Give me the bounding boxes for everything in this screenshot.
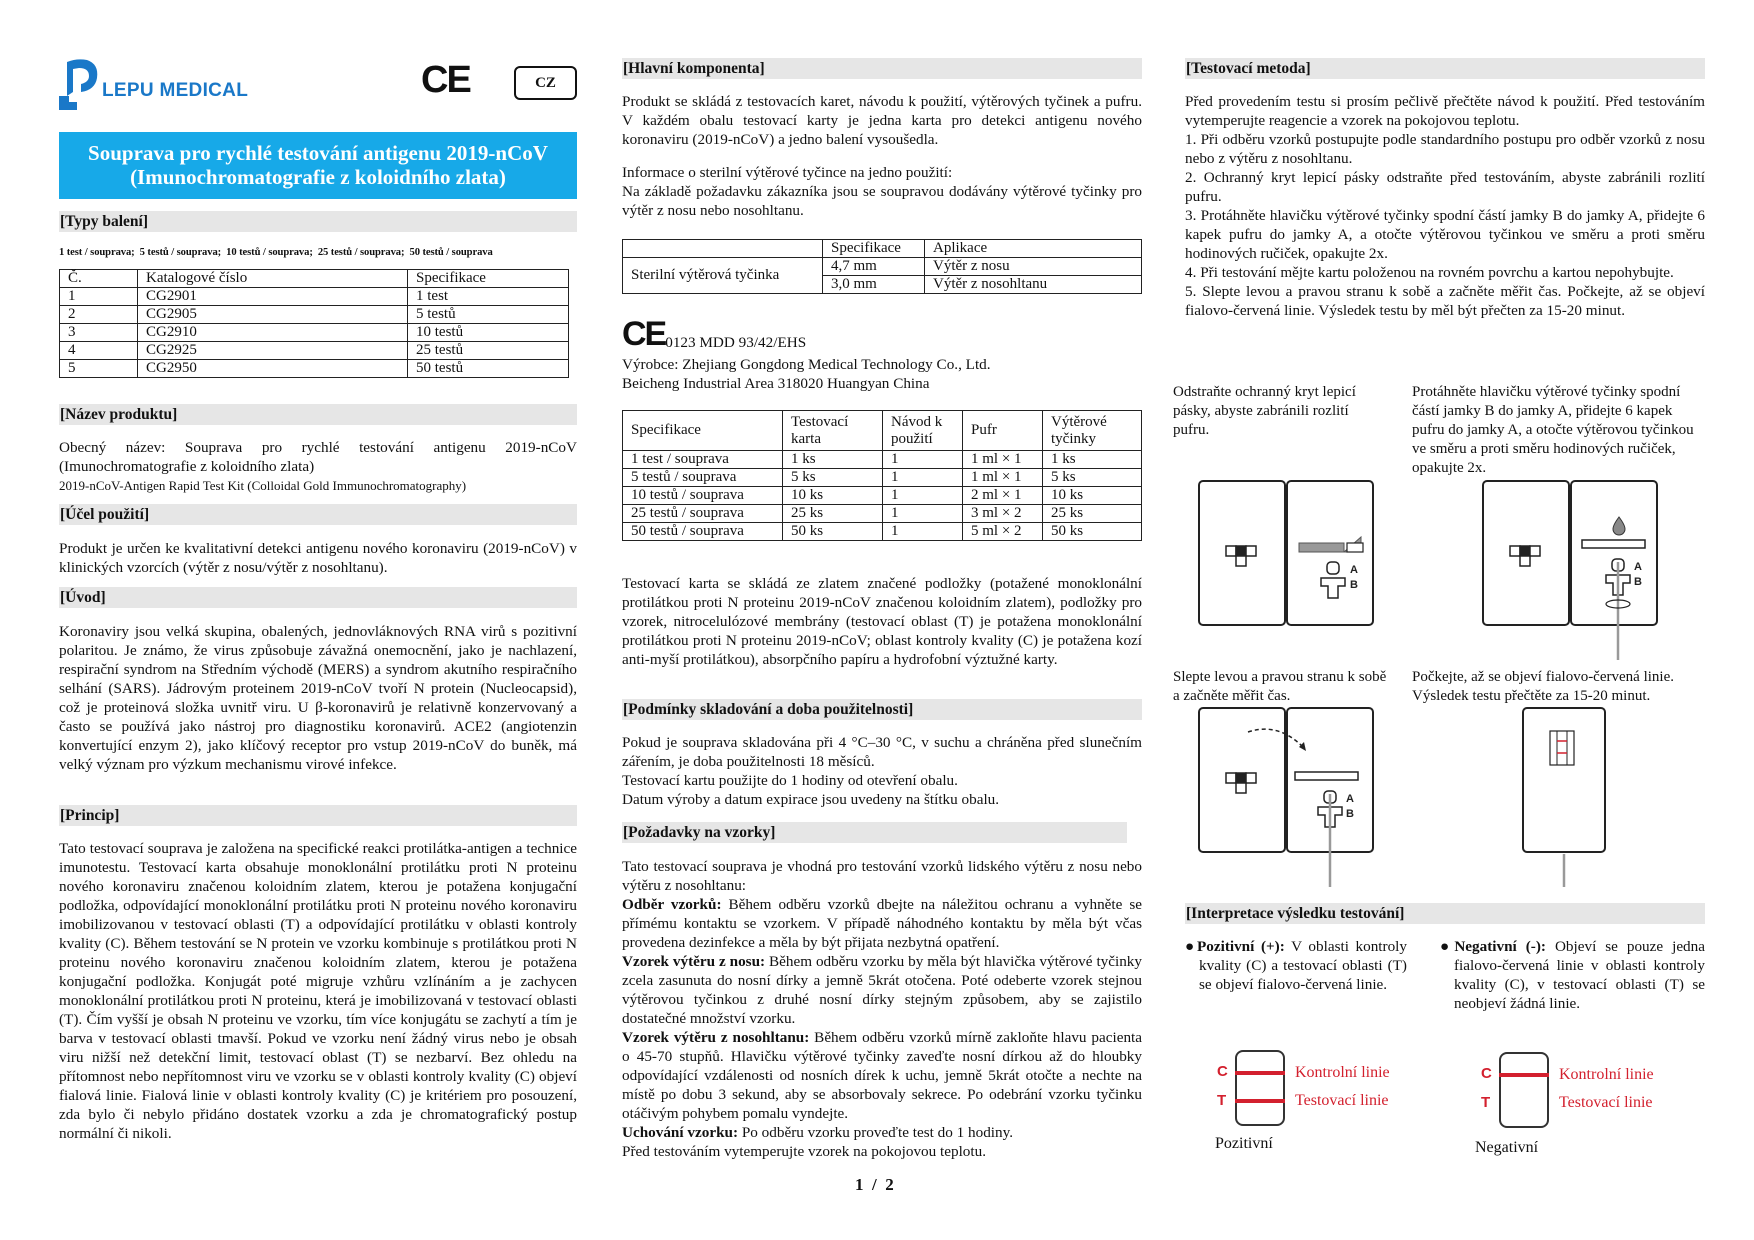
storage-line-2: Testovací kartu použijte do 1 hodiny od otevření obalu.: [622, 772, 958, 789]
table-cell: 10 ks: [1043, 487, 1142, 505]
table-row: [60, 288, 569, 306]
manufacturer-address: Beicheng Industrial Area 318020 Huangyan China: [622, 375, 930, 392]
specimen-item-label: Vzorek výtěru z nosohltanu:: [622, 1029, 810, 1046]
table-header-row: [623, 240, 1142, 258]
section-heading-product-name: [Název produktu]: [59, 404, 577, 425]
table-cell: 1 test / souprava: [623, 451, 783, 469]
table-cell: 1: [883, 469, 963, 487]
table-cell: 5 testů: [408, 306, 569, 324]
table-row: [623, 451, 1142, 469]
table-cell: 1 ks: [1043, 451, 1142, 469]
table-header: Specifikace: [823, 240, 925, 258]
negative-caption: Negativní: [1475, 1139, 1539, 1156]
bullet-icon: ●: [1440, 938, 1455, 955]
specimen-item-label: Odběr vzorků:: [622, 896, 722, 913]
table-row: [623, 523, 1142, 541]
t-letter: T: [1481, 1094, 1491, 1111]
svg-text:A: A: [1346, 793, 1354, 805]
test-strip: [1499, 1052, 1549, 1128]
table-cell: 1: [60, 288, 138, 306]
c-letter: C: [1217, 1063, 1228, 1080]
test-step: 2. Ochranný kryt lepicí pásky odstraňte před testováním, abyste zabránili rozlití pufru.: [1185, 169, 1705, 205]
table-cell: 10 testů: [408, 324, 569, 342]
figure-3-caption: Slepte levou a pravou stranu k sobě a začněte měřit čas.: [1173, 669, 1387, 704]
table-cell: 1: [883, 451, 963, 469]
table-cell: 1 test: [408, 288, 569, 306]
table-cell: 25 testů: [408, 342, 569, 360]
table-cell: 25 testů / souprava: [623, 505, 783, 523]
negative-label: Negativní (-):: [1454, 938, 1546, 955]
table-row: [60, 306, 569, 324]
test-strip: [1235, 1050, 1285, 1126]
title-banner: [59, 132, 577, 199]
table-cell: 4,7 mm: [823, 258, 925, 276]
test-method-intro: Před provedením testu si prosím pečlivě přečtěte návod k použití. Před testováním vytemperujte reagencie a vzorek na pokojovou teplotu.: [1185, 93, 1705, 129]
specimen-outro: Před testováním vytemperujte vzorek na pokojovou teplotu.: [622, 1143, 986, 1160]
test-line-label: Testovací linie: [1559, 1094, 1653, 1111]
svg-text:B: B: [1346, 808, 1354, 820]
specimen-item-text: Během odběru vzorků dbejte na náležitou ochranu a vyhněte se přímému kontaktu se vzorkem. V případě náhodného kontaktu by měla být včas provedena dezinfekce a měla by být přijata nezbytná opatření.: [622, 896, 1142, 951]
figure-4-test-card: [1522, 707, 1612, 892]
table-cell: 1 ks: [783, 451, 883, 469]
svg-text:B: B: [1634, 576, 1642, 588]
table-cell: 50 testů: [408, 360, 569, 378]
table-header: Specifikace: [623, 411, 783, 451]
table-cell: 50 ks: [783, 523, 883, 541]
table-cell: 2 ml × 1: [963, 487, 1043, 505]
svg-text:A: A: [1350, 564, 1358, 576]
table-header-row: [623, 411, 1142, 451]
table-row: [623, 487, 1142, 505]
control-line-label: Kontrolní linie: [1559, 1066, 1654, 1083]
table-cell: Výtěr z nosohltanu: [925, 276, 1142, 294]
introduction-text: Koronaviry jsou velká skupina, obalených, jednovláknových RNA virů s pozitivní polaritou. Je známo, že virus způsobuje závažná onemocnění, jako je nachlazení, respirační syndrom na Středním východě (MERS) a syndrom akutního respiračního selhání (SARS). Jádrovým proteinem 2019-nCoV tvoří N protein (Nucleocapsid), což je proteinová složka uvnitř viru. U β-koronavirů je relativně konzervovaný a často se používá jako nástroj pro diagnostiku koronavirů. ACE2 (angiotenzin konvertující enzym 2), jako klíčový receptor pro vstup 2019-nCoV do buněk, má velký význam pro výzkum mechanismu virové infekce.: [59, 623, 577, 773]
card-description: Testovací karta se skládá ze zlatem značené podložky (potažené monoklonální protilátkou proti N proteinu 2019-nCoV značenou koloidním zlatem), podložky pro vzorek, nitrocelulózové membrány (testovací oblast (T) je potažena monoklonální protilátkou proti N proteinu 2019-nCoV; oblast kontroly kvality (C) je potažena kozí anti-myší protilátkou), absorpčního papíru a hydrofobní výztužné karty.: [622, 575, 1142, 668]
specimen-item-label: Vzorek výtěru z nosu:: [622, 953, 766, 970]
section-heading-introduction: [Úvod]: [59, 587, 577, 608]
table-header: Výtěrové tyčinky: [1043, 411, 1142, 451]
positive-caption: Pozitivní: [1215, 1135, 1273, 1152]
specimen-item-text: Během odběru vzorku by měla být hlavička výtěrové tyčinky zcela zasunuta do nosní dírky a jemně 5krát otočena. Poté odeberte vzorek stejnou výtěrovou tyčinkou z druhé nosní dírky stejným způsobem, aby se zajistilo dostatečné množství vzorku.: [622, 953, 1142, 1027]
table-header: Č.: [60, 270, 138, 288]
figure-3-test-card: [1198, 707, 1378, 892]
table-header: Specifikace: [408, 270, 569, 288]
table-cell: 50 testů / souprava: [623, 523, 783, 541]
control-line-mark: [1499, 1073, 1549, 1077]
table-header: Aplikace: [925, 240, 1142, 258]
table-header-row: [60, 270, 569, 288]
section-heading-principle: [Princip]: [59, 805, 577, 826]
table-row: [60, 342, 569, 360]
specimen-item-text: Po odběru vzorku proveďte test do 1 hodiny.: [738, 1124, 1014, 1141]
manufacturer: Výrobce: Zhejiang Gongdong Medical Technology Co., Ltd.: [622, 356, 991, 373]
table-header: Katalogové číslo: [138, 270, 408, 288]
table-cell: CG2910: [138, 324, 408, 342]
ce-certification: [622, 316, 806, 352]
table-header: Testovací karta: [783, 411, 883, 451]
test-step: 3. Protáhněte hlavičku výtěrové tyčinky spodní částí jamky B do jamky A, přidejte 6 kapek pufru do jamky A, a otočte výtěrovou tyčinkou ve směru a proti směru hodinových ručiček, opakujte 2x.: [1185, 207, 1705, 262]
table-cell: 25 ks: [783, 505, 883, 523]
section-heading-interpretation: [Interpretace výsledku testování]: [1185, 903, 1705, 924]
table-cell: 25 ks: [1043, 505, 1142, 523]
table-cell: 1: [883, 523, 963, 541]
table-row: [623, 258, 1142, 276]
figure-2-caption: Protáhněte hlavičku výtěrové tyčinky spodní částí jamky B do jamky A, přidejte 6 kapek pufru do jamky A, a otočte výtěrovou tyčinkou ve směru a proti směru hodinových ručiček, opakujte 2x.: [1412, 384, 1694, 476]
buffer-drop-swab-icon: [1482, 480, 1662, 665]
figure-1-caption: Odstraňte ochranný kryt lepicí pásky, abyste zabránili rozlití pufru.: [1173, 384, 1356, 438]
table-cell: 4: [60, 342, 138, 360]
table-cell: 1 ml × 1: [963, 451, 1043, 469]
t-letter: T: [1217, 1092, 1227, 1109]
specimen-item-text: Během odběru vzorků mírně zakloňte hlavu pacienta o 45-70 stupňů. Hlavičku výtěrové tyčinky zaveďte nosní dírkou až do hloubky odpovídající vzdálenosti od nosních dírek k uchu, jemně 5krát otočte a nechte na místě po dobu 3 sekund, aby se absorbovaly sekrece. Po odebrání vzorku tyčinku otáčivým pohybem pomalu vyndejte.: [622, 1029, 1142, 1122]
test-step: 4. Při testování mějte kartu položenou na rovném povrchu a kartou nepohybujte.: [1185, 264, 1674, 281]
swab-info-text: Na základě požadavku zákazníka jsou se soupravou dodávány výtěrové tyčinky pro výtěr z nosu nebo nosohltanu.: [622, 183, 1142, 219]
table-row: [623, 469, 1142, 487]
test-line-mark: [1235, 1099, 1285, 1103]
title-line-2: (Imunochromatografie z koloidního zlata): [130, 165, 506, 189]
section-heading-packaging: [Typy balení]: [59, 211, 577, 232]
svg-text:B: B: [1350, 579, 1358, 591]
table-row: [60, 360, 569, 378]
storage-line-3: Datum výroby a datum expirace jsou uvedeny na štítku obalu.: [622, 791, 1000, 808]
control-line-label: Kontrolní linie: [1295, 1064, 1390, 1081]
positive-text: V oblasti kontroly kvality (C) a testovací oblasti (T) se objeví fialovo-červená linie.: [1199, 938, 1407, 993]
test-step: 1. Při odběru vzorků postupujte podle standardního postupu pro odběr vzorků z nosu nebo z výtěru z nosohltanu.: [1185, 131, 1705, 167]
table-row: [60, 324, 569, 342]
storage-line-1: Pokud je souprava skladována při 4 °C–30 °C, v suchu a chráněna před slunečním zářením, je doba použitelnosti 18 měsíců.: [622, 734, 1142, 770]
section-heading-intended-use: [Účel použití]: [59, 504, 577, 525]
lepu-logo-icon: [59, 58, 103, 112]
ce-mark-small: CE: [622, 315, 666, 353]
principle-text: Tato testovací souprava je založena na specifické reakci protilátka-antigen a technice imunotestu. Testovací karta obsahuje monoklonální protilátku proti N proteinu nového koronaviru značenou koloidním zlatem, kterou je potažena konjugační podložka, odpovídající monoklonální protilátku proti N proteinu nového koronaviru imobilizovanou v testovací oblasti (T) a odpovídající protilátku v oblasti kontroly kvality (C). Během testování se N protein ve vzorku kombinuje s protilátkou proti N proteinu nového koronaviru značenou koloidním zlatem, kterou je potažena konjugační podložka. Konjugát poté migruje vzhůru vzlínáním a je zachycen monoklonální protilátkou proti N proteinu, která je imobilizovaná v testovací oblasti (T). Čím vyšší je obsah N proteinu ve vzorku, tím více konjugátu se zachytí a tím je barva v testovací oblasti tmavší. Pokud ve vzorku není žádný virus nebo je obsah viru nižší než detekční limit, testovací oblast (T) se nezbarví. Bez ohledu na přítomnost nebo nepřítomnost viru ve vzorku se v oblasti kontroly kvality (C) objeví fialová linie. Fialová linie v oblasti kontroly kvality (C) je kritériem pro posouzení, zda bylo či nebylo přidáno dostatek vzorku a zda je chromatografický postup normální či nikoli.: [59, 840, 577, 1142]
table-header: [623, 240, 823, 258]
logo-text: LEPU MEDICAL: [102, 80, 249, 101]
table-cell: 5 ml × 2: [963, 523, 1043, 541]
table-cell: 10 testů / souprava: [623, 487, 783, 505]
specimen-item-label: Uchování vzorku:: [622, 1124, 739, 1141]
table-cell: 1 ml × 1: [963, 469, 1043, 487]
product-name-english: 2019-nCoV-Antigen Rapid Test Kit (Colloidal Gold Immunochromatography): [59, 478, 467, 493]
svg-text:A: A: [1634, 561, 1642, 573]
table-cell: CG2925: [138, 342, 408, 360]
table-cell: 5 ks: [783, 469, 883, 487]
table-cell: CG2901: [138, 288, 408, 306]
negative-result-description: [1440, 937, 1705, 1013]
tape-removal-icon: [1198, 480, 1378, 630]
product-name-text: Obecný název: Souprava pro rychlé testování antigenu 2019-nCoV (Imunochromatografie z koloidního zlata): [59, 439, 577, 475]
section-heading-specimen: [Požadavky na vzorky]: [622, 822, 1127, 843]
page-number: 1 / 2: [855, 1175, 894, 1194]
table-header: Návod k použití: [883, 411, 963, 451]
control-line-mark: [1235, 1071, 1285, 1075]
language-badge: CZ: [514, 66, 577, 100]
table-cell: 50 ks: [1043, 523, 1142, 541]
specimen-text: [622, 857, 1142, 1161]
test-method-text: [1185, 92, 1705, 320]
table-header: Pufr: [963, 411, 1043, 451]
figure-4-caption: Počkejte, až se objeví fialovo-červená linie. Výsledek testu přečtěte za 15-20 minut.: [1412, 669, 1674, 704]
table-cell: 2: [60, 306, 138, 324]
table-cell: CG2950: [138, 360, 408, 378]
table-cell: 3 ml × 2: [963, 505, 1043, 523]
section-heading-test-method: [Testovací metoda]: [1185, 58, 1705, 79]
table-cell: 3,0 mm: [823, 276, 925, 294]
table-cell: 1: [883, 505, 963, 523]
positive-result-diagram: [1210, 1050, 1410, 1160]
intended-use-text: Produkt je určen ke kvalitativní detekci antigenu nového koronaviru (2019-nCoV) v klinických vzorcích (výtěr z nosu/výtěr z nosohltanu).: [59, 540, 577, 576]
section-heading-main-component: [Hlavní komponenta]: [622, 58, 1142, 79]
result-window-icon: [1522, 707, 1612, 892]
table-cell: 10 ks: [783, 487, 883, 505]
ce-mark: CE: [421, 59, 470, 101]
main-component-text: Produkt se skládá z testovacích karet, návodu k použití, výtěrových tyčinek a pufru. V každém obalu testovací karty je jedna karta pro detekci antigenu nového koronaviru (2019-nCoV) a jedno balení vysoušedla.: [622, 93, 1142, 148]
title-line-1: Souprava pro rychlé testování antigenu 2019-nCoV: [88, 141, 548, 165]
table-row-label: Sterilní výtěrová tyčinka: [623, 258, 823, 294]
test-step: 5. Slepte levou a pravou stranu k sobě a začněte měřit čas. Počkejte, až se objeví fialovo-červená linie. Výsledek testu by měl být přečten za 15-20 minut.: [1185, 283, 1705, 319]
swab-table: [622, 239, 1142, 294]
specimen-intro: Tato testovací souprava je vhodná pro testování vzorků lidského výtěru z nosu nebo výtěru z nosohltanu:: [622, 858, 1142, 894]
swab-info-title: Informace o sterilní výtěrové tyčince na jedno použití:: [622, 164, 953, 181]
ce-line: 0123 MDD 93/42/EHS: [665, 334, 807, 351]
table-cell: 5: [60, 360, 138, 378]
table-cell: 1: [883, 487, 963, 505]
table-cell: 5 ks: [1043, 469, 1142, 487]
packaging-summary: 1 test / souprava; 5 testů / souprava; 10 testů / souprava; 25 testů / souprava; 50 testů / souprava: [59, 247, 493, 258]
figure-2-test-card: [1482, 480, 1662, 665]
table-cell: 5 testů / souprava: [623, 469, 783, 487]
fold-card-icon: [1198, 707, 1378, 892]
section-heading-storage: [Podmínky skladování a doba použitelnosti]: [622, 699, 1142, 720]
c-letter: C: [1481, 1065, 1492, 1082]
positive-result-description: [1185, 937, 1407, 994]
table-cell: CG2905: [138, 306, 408, 324]
negative-text: Objeví se pouze jedna fialovo-červená linie v oblasti kontroly kvality (C), v testovací oblasti (T) se neobjeví žádná linie.: [1454, 938, 1705, 1012]
negative-result-diagram: [1465, 1052, 1685, 1162]
figure-1-test-card: [1198, 480, 1378, 630]
packaging-table: [59, 269, 569, 378]
positive-label: Pozitivní (+):: [1196, 938, 1285, 955]
table-cell: Výtěr z nosu: [925, 258, 1142, 276]
lepu-logo: [59, 58, 249, 113]
kit-contents-table: [622, 410, 1142, 541]
bullet-icon: ●: [1185, 938, 1197, 955]
table-cell: 3: [60, 324, 138, 342]
test-line-label: Testovací linie: [1295, 1092, 1389, 1109]
table-row: [623, 505, 1142, 523]
